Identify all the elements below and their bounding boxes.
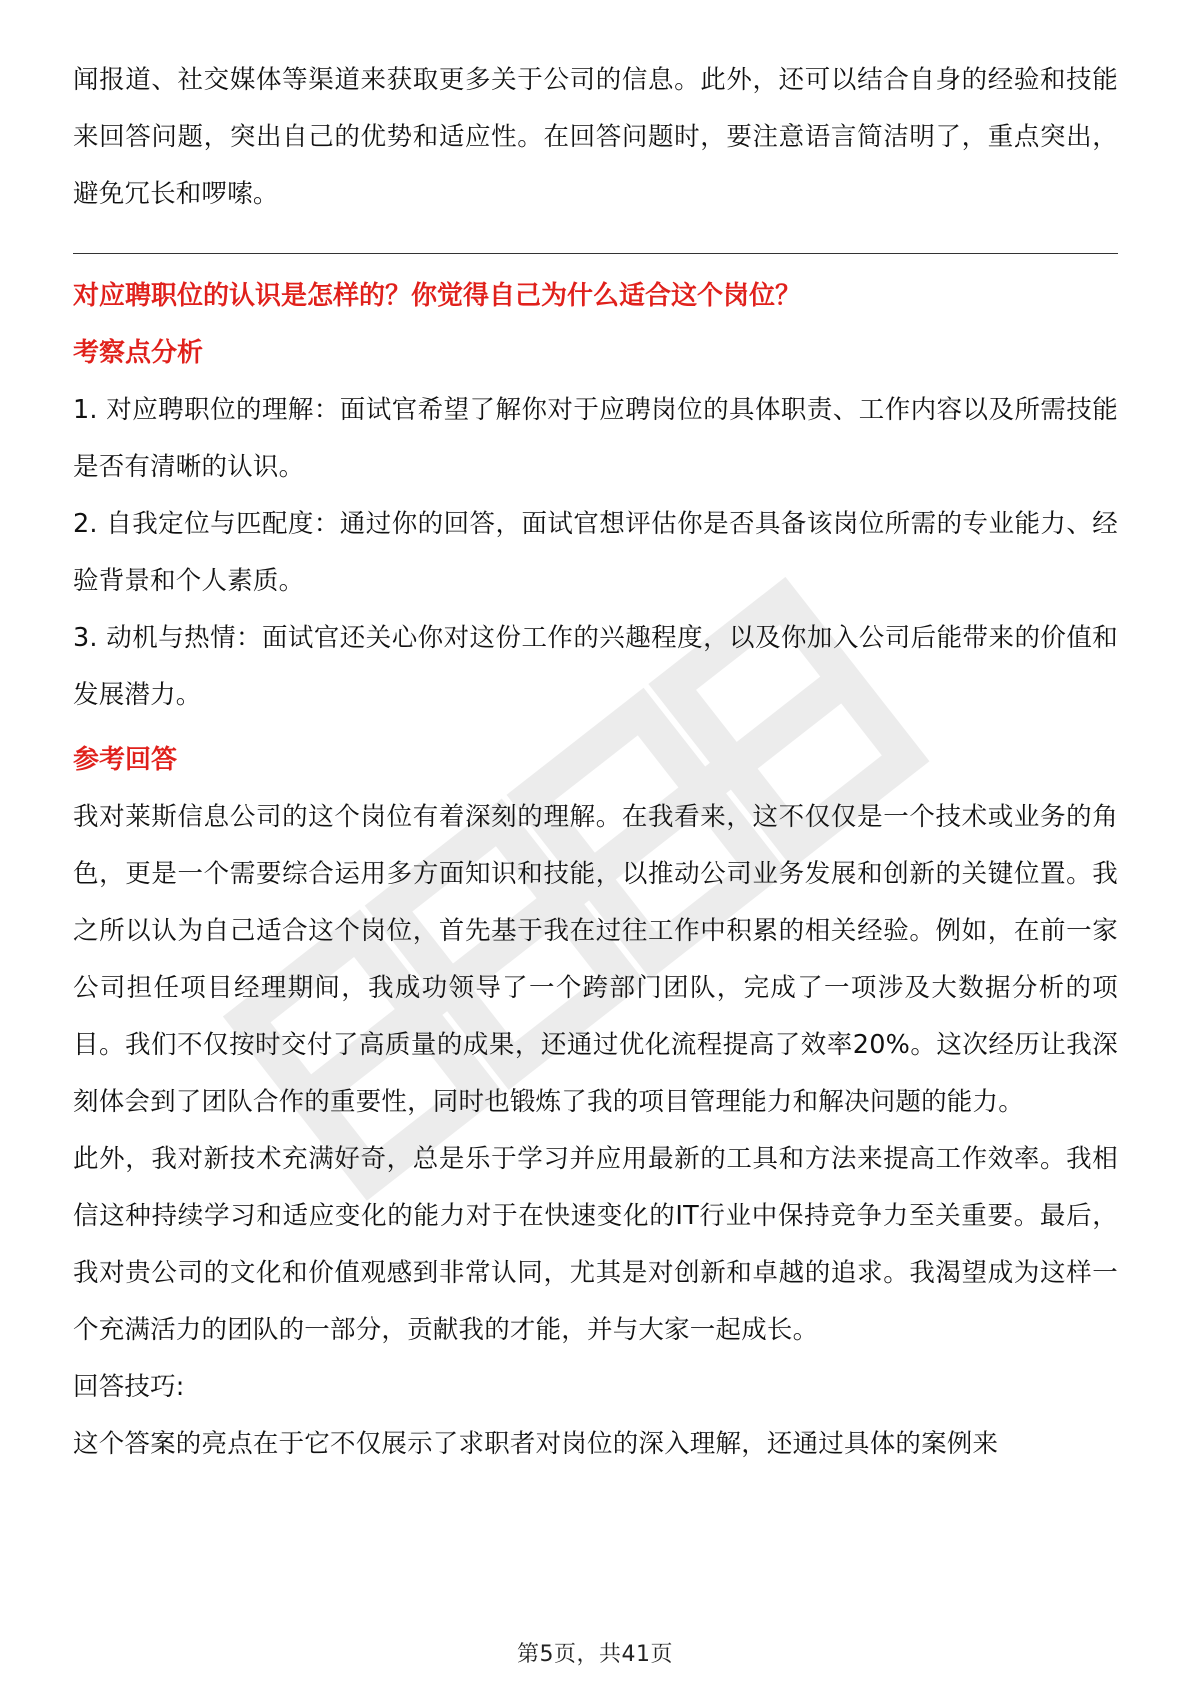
answer-paragraph: 我对莱斯信息公司的这个岗位有着深刻的理解。在我看来，这不仅仅是一个技术或业务的角色，更是一个需要综合运用多方面知识和技能，以推动公司业务发展和创新的关键位置。我之所以认为自己适合这个岗位，首先基于我在过往工作中积累的相关经验。例如，在前一家公司担任项目经理期间，我成功领导了一个跨部门团队，完成了一项涉及大数据分析的项目。我们不仅按时交付了高质量的成果，还通过优化流程提高了效率20%。这次经历让我深刻体会到了团队合作的重要性，同时也锻炼了我的项目管理能力和解决问题的能力。 <box>73 802 1118 1117</box>
analysis-point: 2. 自我定位与匹配度：通过你的回答，面试官想评估你是否具备该岗位所需的专业能力、经验背景和个人素质。 <box>73 509 1118 596</box>
page-number-footer: 第5页，共41页 <box>517 1642 673 1667</box>
document-page <box>73 52 1118 1473</box>
continuation-paragraph: 闻报道、社交媒体等渠道来获取更多关于公司的信息。此外，还可以结合自身的经验和技能来回答问题，突出自己的优势和适应性。在回答问题时，要注意语言简洁明了，重点突出，避免冗长和啰嗦。 <box>73 65 1118 209</box>
analysis-heading: 考察点分析 <box>73 338 204 368</box>
analysis-point: 1. 对应聘职位的理解：面试官希望了解你对于应聘岗位的具体职责、工作内容以及所需技能是否有清晰的认识。 <box>73 395 1118 482</box>
answer-paragraph: 此外，我对新技术充满好奇，总是乐于学习并应用最新的工具和方法来提高工作效率。我相信这种持续学习和适应变化的能力对于在快速变化的IT行业中保持竞争力至关重要。最后，我对贵公司的文化和价值观感到非常认同，尤其是对创新和卓越的追求。我渴望成为这样一个充满活力的团队的一部分，贡献我的才能，并与大家一起成长。 <box>73 1144 1118 1345</box>
tips-paragraph: 这个答案的亮点在于它不仅展示了求职者对岗位的深入理解，还通过具体的案例来 <box>73 1429 999 1459</box>
section-divider <box>73 253 1118 254</box>
question-heading: 对应聘职位的认识是怎样的？你觉得自己为什么适合这个岗位？ <box>73 281 802 311</box>
answer-heading: 参考回答 <box>73 745 178 775</box>
tips-label: 回答技巧: <box>73 1372 185 1402</box>
analysis-point: 3. 动机与热情：面试官还关心你对这份工作的兴趣程度，以及你加入公司后能带来的价值和发展潜力。 <box>73 623 1118 710</box>
